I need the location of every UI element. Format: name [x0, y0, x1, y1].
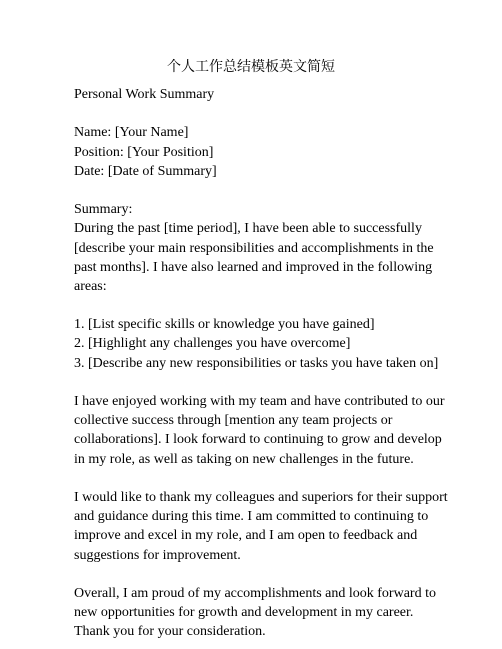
- paragraph-2-line: collaborations]. I look forward to continuing to grow and develop: [74, 432, 442, 448]
- paragraph-3-line: improve and excel in my role, and I am open to feedback and: [74, 528, 418, 544]
- date-field: Date: [Date of Summary]: [74, 163, 217, 179]
- position-field: Position: [Your Position]: [74, 144, 214, 160]
- paragraph-4-line: new opportunities for growth and development in my career.: [74, 605, 414, 621]
- paragraph-1-line: [describe your main responsibilities and accomplishments in the: [74, 240, 434, 256]
- spacer: [74, 565, 436, 584]
- paragraph-2-line: I have enjoyed working with my team and have contributed to our: [74, 394, 445, 409]
- spacer: [74, 181, 436, 200]
- paragraph-3-line: and guidance during this time. I am committed to continuing to: [74, 509, 429, 525]
- paragraph-2-line: in my role, as well as taking on new challenges in the future.: [74, 451, 414, 467]
- list-item: 1. [List specific skills or knowledge you have gained]: [74, 317, 375, 333]
- paragraph-2-line: collective success through [mention any team projects or: [74, 413, 393, 429]
- paragraph-4-line: Thank you for your consideration.: [74, 624, 266, 640]
- spacer: [74, 373, 436, 392]
- name-field: Name: [Your Name]: [74, 125, 189, 141]
- spacer: [74, 469, 436, 488]
- paragraph-3-line: I would like to thank my colleagues and superiors for their support: [74, 489, 448, 505]
- summary-heading: Personal Work Summary: [74, 87, 215, 102]
- list-item: 3. [Describe any new responsibilities or tasks you have taken on]: [74, 355, 439, 371]
- spacer: [74, 104, 436, 123]
- paragraph-3-line: suggestions for improvement.: [74, 547, 241, 563]
- summary-label: Summary:: [74, 202, 133, 218]
- paragraph-1-line: past months]. I have also learned and improved in the following: [74, 259, 433, 275]
- document-title: 个人工作总结模板英文简短: [167, 60, 335, 75]
- paragraph-1-line: areas:: [74, 278, 107, 294]
- paragraph-4-line: Overall, I am proud of my accomplishments and look forward to: [74, 585, 436, 601]
- list-item: 2. [Highlight any challenges you have overcome]: [74, 336, 351, 352]
- paragraph-1-line: During the past [time period], I have been able to successfully: [74, 221, 422, 237]
- document-body: [74, 85, 448, 641]
- spacer: [74, 296, 436, 315]
